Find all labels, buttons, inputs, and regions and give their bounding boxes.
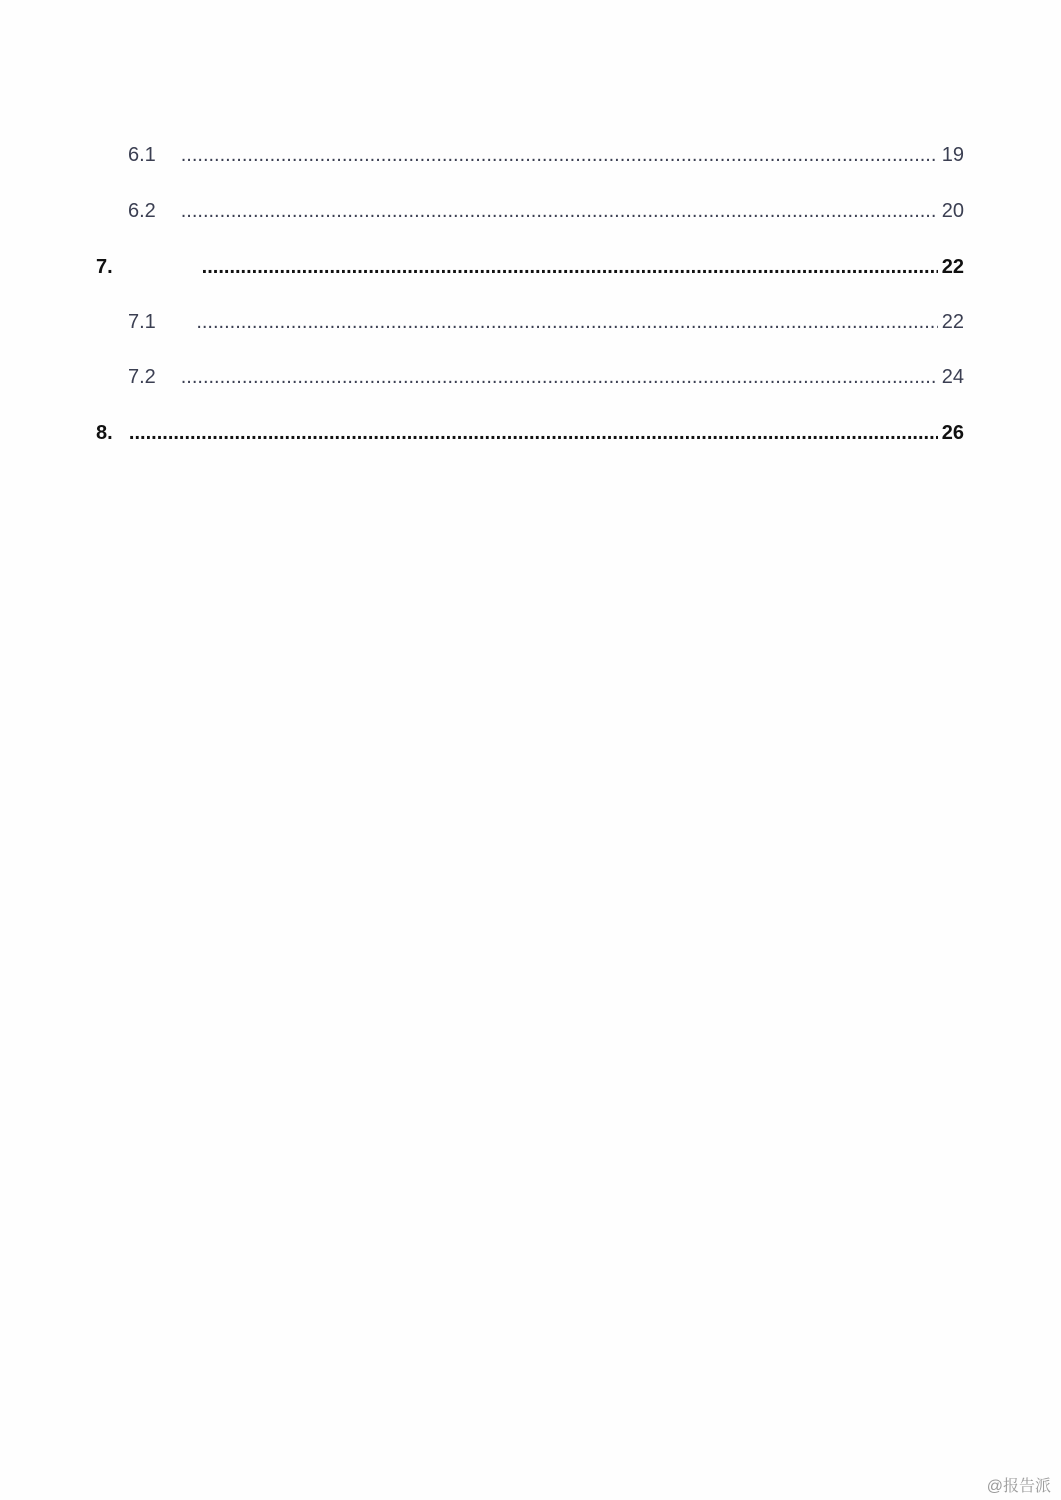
watermark: @报告派 [986,1478,1051,1495]
toc-page-number: 22 [941,256,964,278]
dot-leader [181,200,938,223]
toc-number: 8. [96,422,113,444]
toc-page-number: 26 [941,422,964,444]
dot-leader [181,366,938,389]
toc-page-number: 20 [941,200,964,222]
toc-number: 7.2 [128,366,156,388]
toc-page-number: 22 [941,311,964,333]
toc-entry-7[interactable] [96,256,964,279]
dot-leader [202,256,938,279]
toc-entry-6-1[interactable] [128,144,964,167]
toc-entry-7-2[interactable] [128,366,964,389]
dot-leader [196,311,937,334]
dot-leader [181,144,938,167]
toc-entry-8[interactable] [96,422,964,445]
toc-page-number: 19 [941,144,964,166]
toc-number: 7. [96,256,113,278]
dot-leader [129,422,938,445]
toc-number: 6.2 [128,200,156,222]
toc-entry-6-2[interactable] [128,200,964,223]
toc-page-number: 24 [941,366,964,388]
toc-entry-7-1[interactable] [128,311,964,334]
toc-number: 7.1 [128,311,156,333]
toc-number: 6.1 [128,144,156,166]
